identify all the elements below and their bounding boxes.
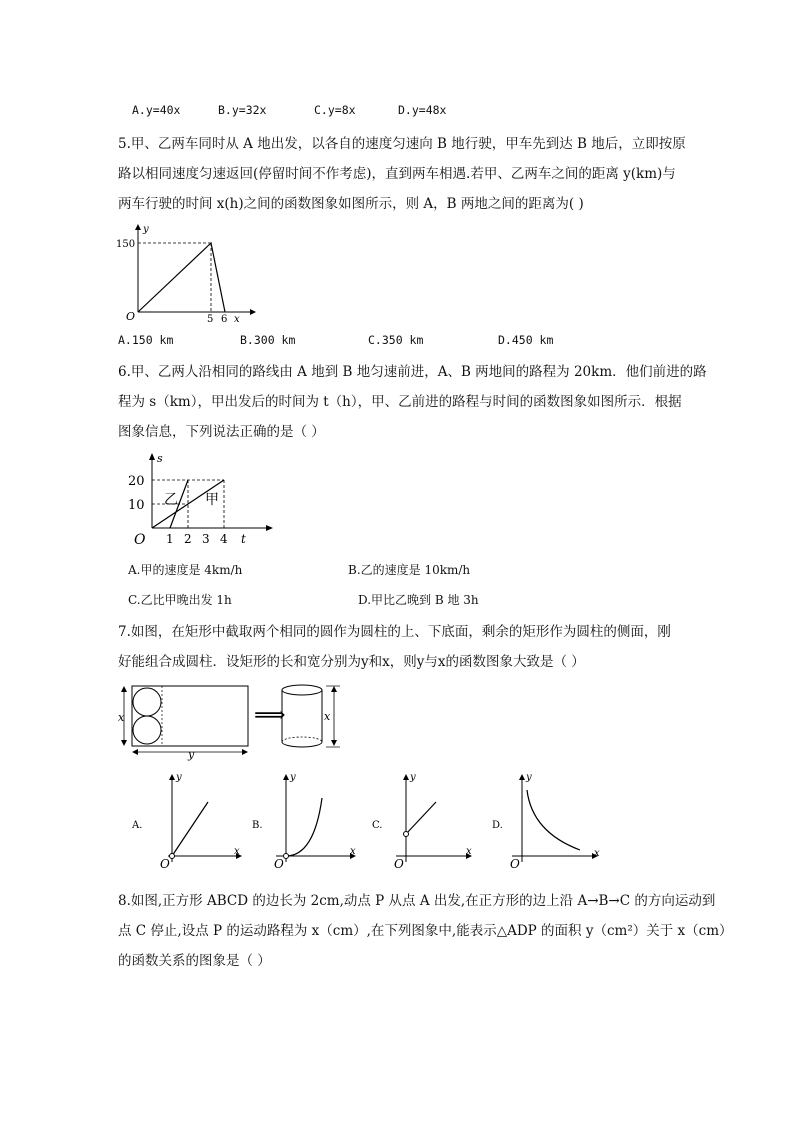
q6-text-line-1: 6.甲、乙两人沿相同的路线由 A 地到 B 地匀速前进，A、B 两地间的路程为 20km．他们前进的路 [118,364,707,380]
q5-x-tick-5: 5 [207,314,214,325]
q6-option-a: A.甲的速度是 4km/h [128,563,243,577]
q6-label-yi: 乙 [164,492,178,508]
q7-text-line-1: 7.如图，在矩形中截取两个相同的圆作为圆柱的上、下底面，剩余的矩形作为圆柱的侧面，刚 [118,624,671,640]
q6-option-c: C.乙比甲晚出发 1h [128,593,232,607]
q5-text-line-1: 5.甲、乙两车同时从 A 地出发，以各自的速度匀速向 B 地行驶，甲车先到达 B 地后，立即按原 [118,136,686,152]
q6-x-tick-4: 4 [220,532,228,546]
q7-graph-d [490,770,610,870]
q6-label-jia: 甲 [205,492,219,508]
q7-graph-b-letter: B. [252,820,263,831]
q7-graph-a-x: x [234,846,240,857]
q4-option-c: C.y=8x [314,103,356,117]
q6-y-tick-20: 20 [128,474,145,489]
q5-text-line-3: 两车行驶的时间 x(h)之间的函数图象如图所示，则 A，B 两地之间的距离为( ) [118,196,584,212]
q7-graph-c-origin: O [394,857,404,871]
q6-graph [128,452,288,552]
q6-x-tick-2: 2 [184,532,192,546]
q6-y-label: s [157,452,163,465]
q7-cyl-x-label: x [324,710,331,723]
q7-graph-a [128,770,248,870]
q7-graph-a-y: y [176,772,182,783]
q7-graph-d-y: y [526,772,532,783]
q5-text-line-2: 路以相同速度匀速返回(停留时间不作考虑)，直到两车相遇.若甲、乙两车之间的距离 y(km)与 [118,166,676,182]
q6-x-tick-1: 1 [166,532,174,546]
q7-text-line-2: 好能组合成圆柱．设矩形的长和宽分别为y和x，则y与x的函数图象大致是（ ） [118,654,585,670]
q7-rectangle-cylinder-figure [116,680,356,760]
q5-option-d: D.450 km [498,333,554,347]
q4-option-b: B.y=32x [218,103,267,117]
q6-option-d: D.甲比乙晚到 B 地 3h [358,593,479,607]
q8-text-line-3: 的函数关系的图象是（ ） [118,953,271,969]
q5-option-a: A.150 km [118,333,174,347]
q4-option-d: D.y=48x [398,103,447,117]
q6-text-line-2: 程为 s（km），甲出发后的时间为 t（h），甲、乙前进的路程与时间的函数图象如图所示．根据 [118,394,682,410]
q7-graph-a-origin: O [160,857,170,871]
q7-graph-b [248,770,368,870]
q4-option-a: A.y=40x [132,103,181,117]
q7-graph-d-letter: D. [492,820,503,831]
q5-option-b: B.300 km [240,333,296,347]
q6-y-tick-10: 10 [128,498,145,513]
q5-y-label: y [143,224,149,235]
q7-graph-c-letter: C. [372,820,383,831]
q7-rect-x-label: x [118,711,125,724]
q6-x-tick-3: 3 [202,532,210,546]
q7-transform-arrow: ⟹ [254,703,286,728]
q7-graph-c-x: x [466,846,472,857]
q7-graph-c [368,770,488,870]
q8-text-line-1: 8.如图,正方形 ABCD 的边长为 2cm,动点 P 从点 A 出发,在正方形的边上沿 A→B→C 的方向运动到 [118,893,716,909]
q7-graph-d-origin: O [510,857,520,871]
q7-graph-b-x: x [350,846,356,857]
q5-graph [110,222,260,325]
q7-graph-b-origin: O [274,857,284,871]
q7-graph-b-y: y [290,772,296,783]
q6-text-line-3: 图象信息，下列说法正确的是（ ） [118,424,325,440]
q8-text-line-2: 点 C 停止,设点 P 的运动路程为 x（cm）,在下列图象中,能表示△ADP 的面积 y（cm²）关于 x（cm） [118,923,733,939]
q7-graph-a-letter: A. [132,820,143,831]
q6-x-label: t [241,532,246,546]
q6-option-b: B.乙的速度是 10km/h [348,563,471,577]
q5-y-tick: 150 [116,239,136,250]
q7-graph-c-y: y [410,772,416,783]
q6-origin: O [134,532,146,548]
q5-x-tick-6: 6 [221,314,228,325]
q7-graph-d-x: x [594,848,600,859]
q5-x-label: x [234,314,240,325]
q5-origin: O [126,310,136,323]
q5-option-c: C.350 km [368,333,424,347]
q7-rect-y-label: y [188,748,195,761]
